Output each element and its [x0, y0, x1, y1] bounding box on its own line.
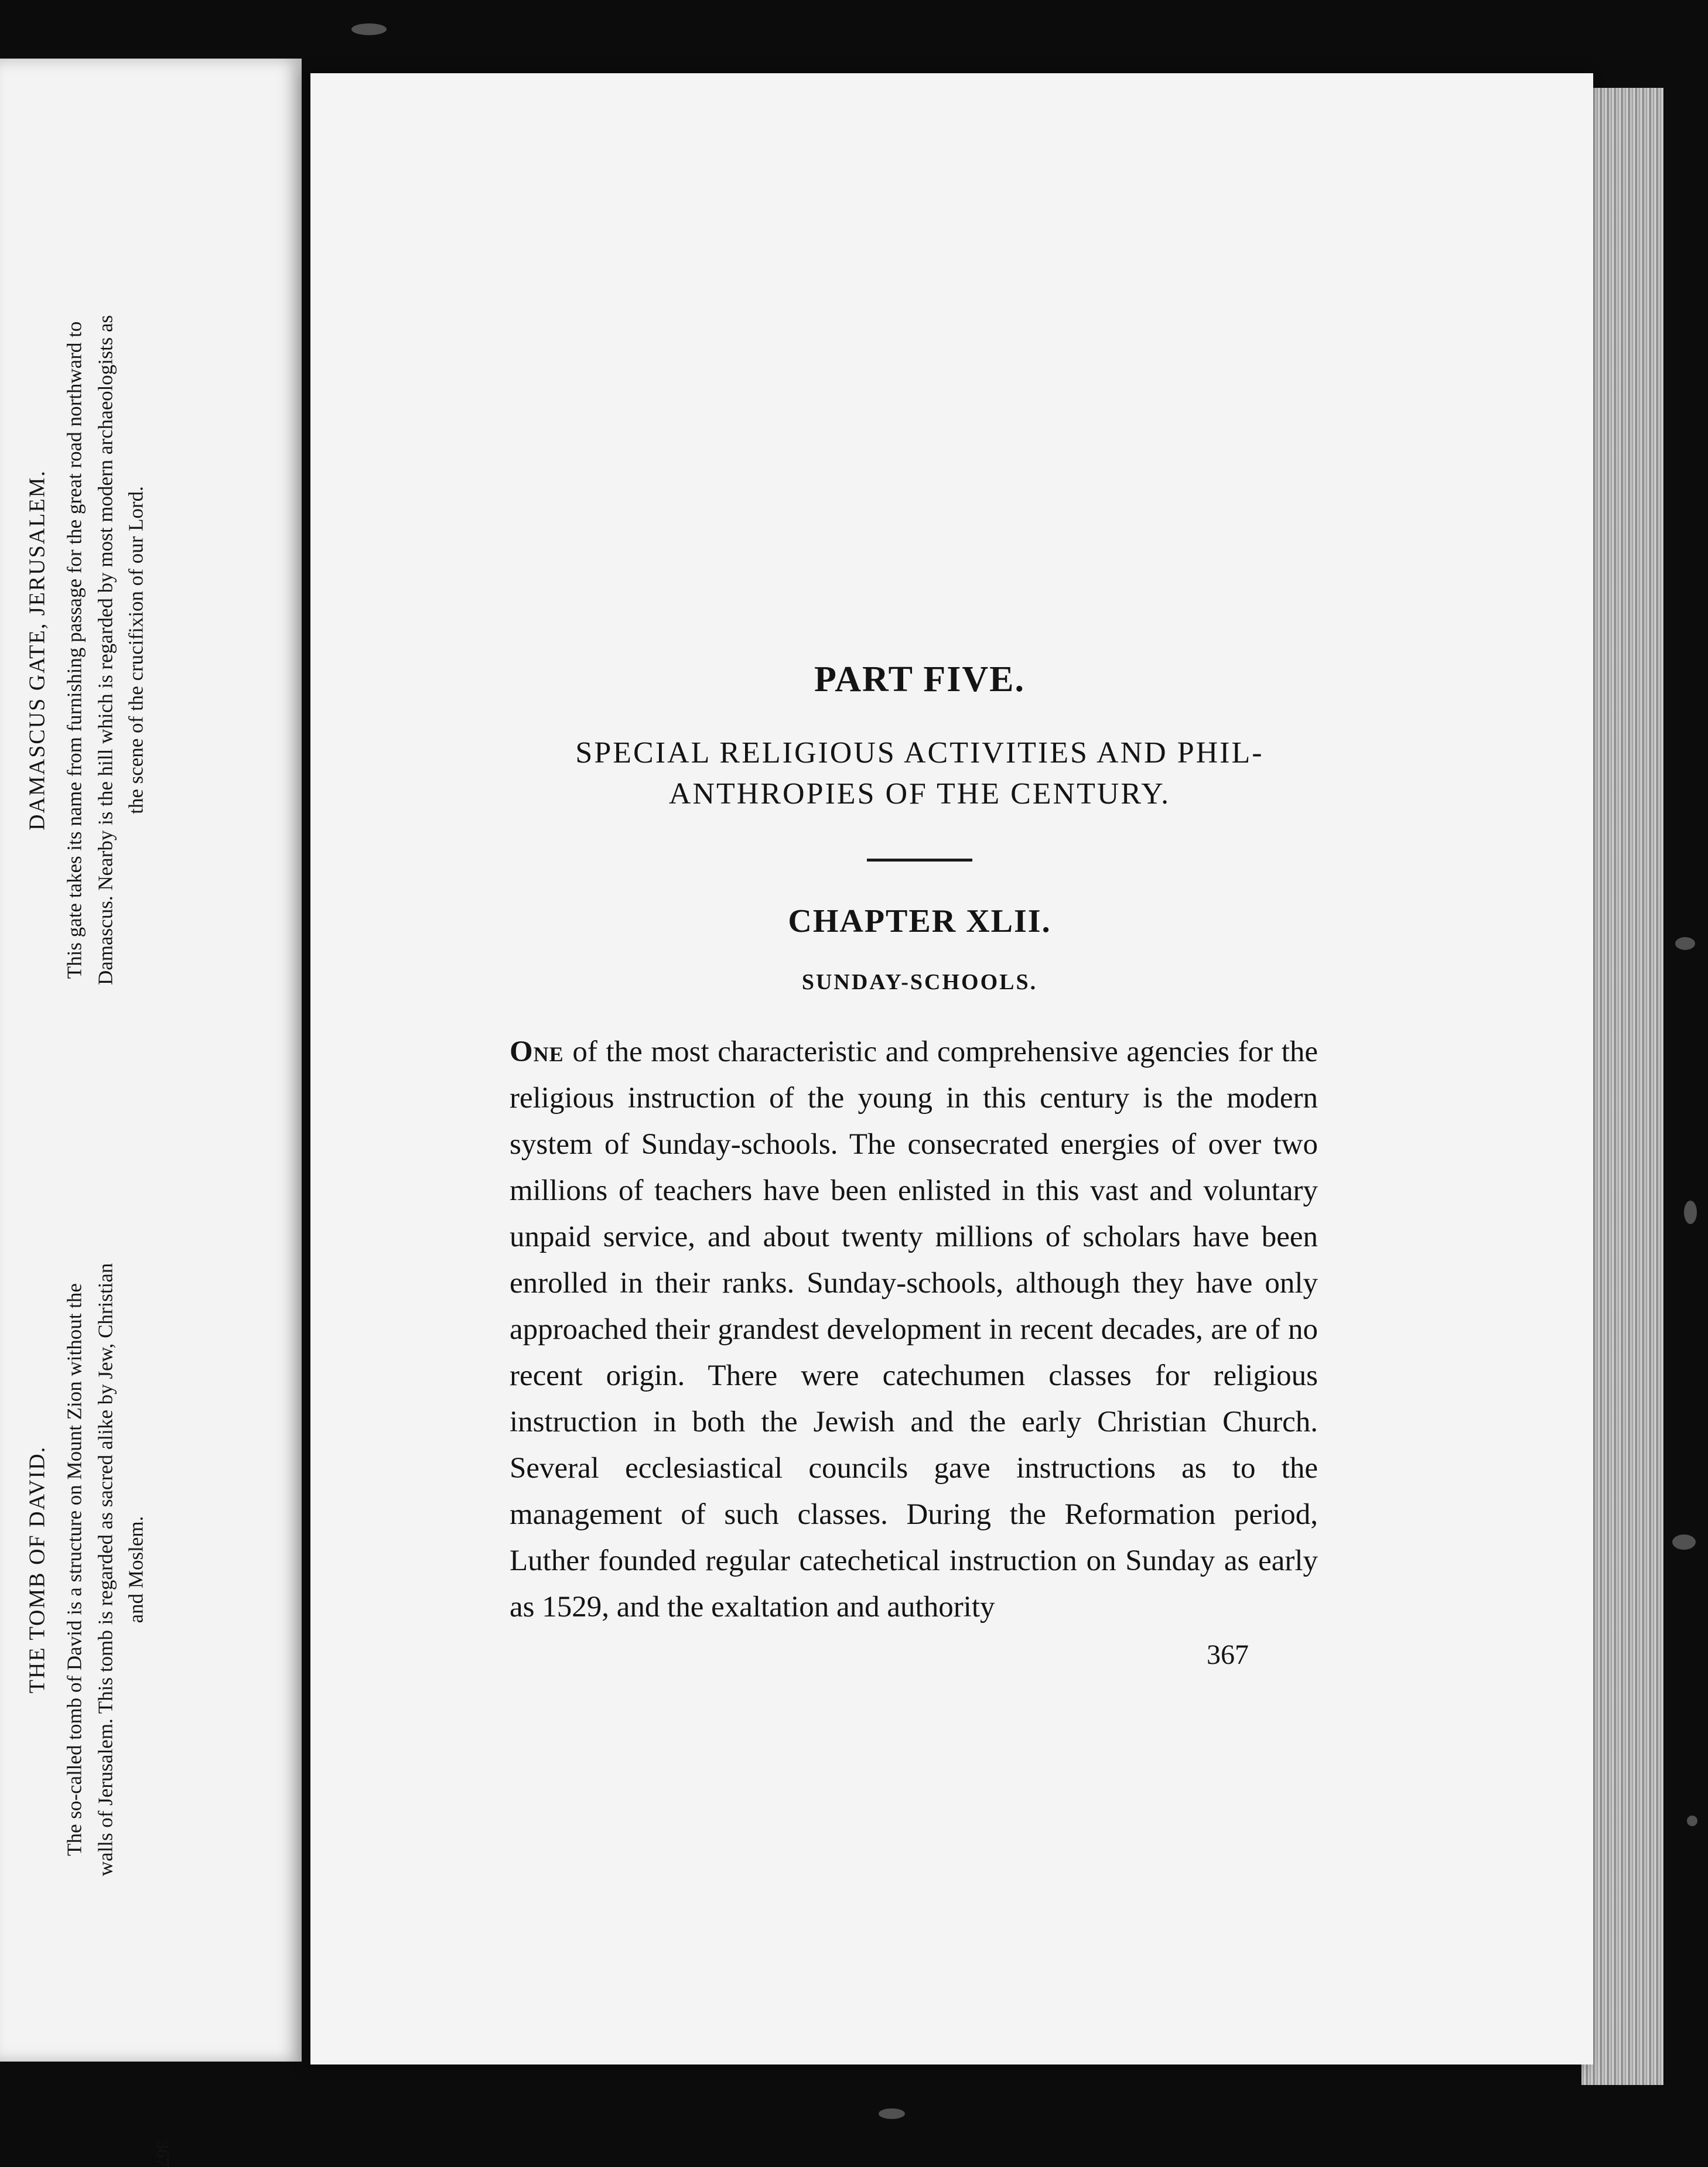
background-speck [1684, 1201, 1697, 1224]
background-speck [1675, 937, 1695, 950]
page-fore-edge [1581, 88, 1663, 2085]
tomb-of-david-caption [24, 1262, 152, 1877]
background-speck [879, 2108, 905, 2119]
part-subtitle: SPECIAL RELIGIOUS ACTIVITIES AND PHIL-ANTHROPIES OF THE CENTURY. [575, 736, 1264, 811]
page-content [510, 659, 1330, 1671]
opening-word: One [510, 1035, 564, 1069]
damascus-gate-title: DAMASCUS GATE, JERUSALEM. [25, 470, 50, 830]
chapter-subtitle: SUNDAY-SCHOOLS. [801, 970, 1038, 995]
tomb-of-david-title: THE TOMB OF DAVID. [25, 1445, 50, 1694]
main-page [310, 73, 1593, 2065]
body-text: of the most characteristic and comprehensive agencies for the religious instruction of the young in this century is the modern system of Sunday-schools. The consecrated energies of over two millions of teachers have been enlisted in this vast and voluntary unpaid service, and about twenty millions of scholars have been enrolled in their ranks. Sunday-schools, although they have only approached their grandest development in recent decades, are of no recent origin. There were catechumen classes for religious instruction in both the Jewish and the early Christian Church. Several ecclesiastical councils gave instructions as to the management of such classes. During the Reformation period, Luther founded regular catechetical instruction on Sunday as early as 1529, and the exaltation and authority [510, 1035, 1318, 1624]
background-speck [351, 23, 387, 35]
part-title: PART FIVE. [814, 659, 1025, 699]
chapter-body-paragraph [510, 1029, 1318, 1631]
chapter-title: CHAPTER XLII. [788, 903, 1051, 940]
tomb-of-david-text: The so-called tomb of David is a structure on Mount Zion without the walls of Jerusalem. This tomb is regarded as sacred alike by Jew, Christian and Moslem. [63, 1263, 148, 1877]
damascus-gate-text: This gate takes its name from furnishing passage for the great road northward to Damascus. Nearby is the hill which is regarded by most modern archaeologists as the scene of the crucifixion of our Lord. [63, 315, 148, 986]
damascus-gate-caption [24, 313, 152, 987]
background-speck [1672, 1534, 1696, 1550]
section-divider [867, 859, 972, 862]
page-number: 367 [1207, 1639, 1249, 1671]
left-facing-page [0, 59, 302, 2167]
plate-number: 367 [153, 2140, 173, 2167]
background-speck [1687, 1816, 1697, 1826]
